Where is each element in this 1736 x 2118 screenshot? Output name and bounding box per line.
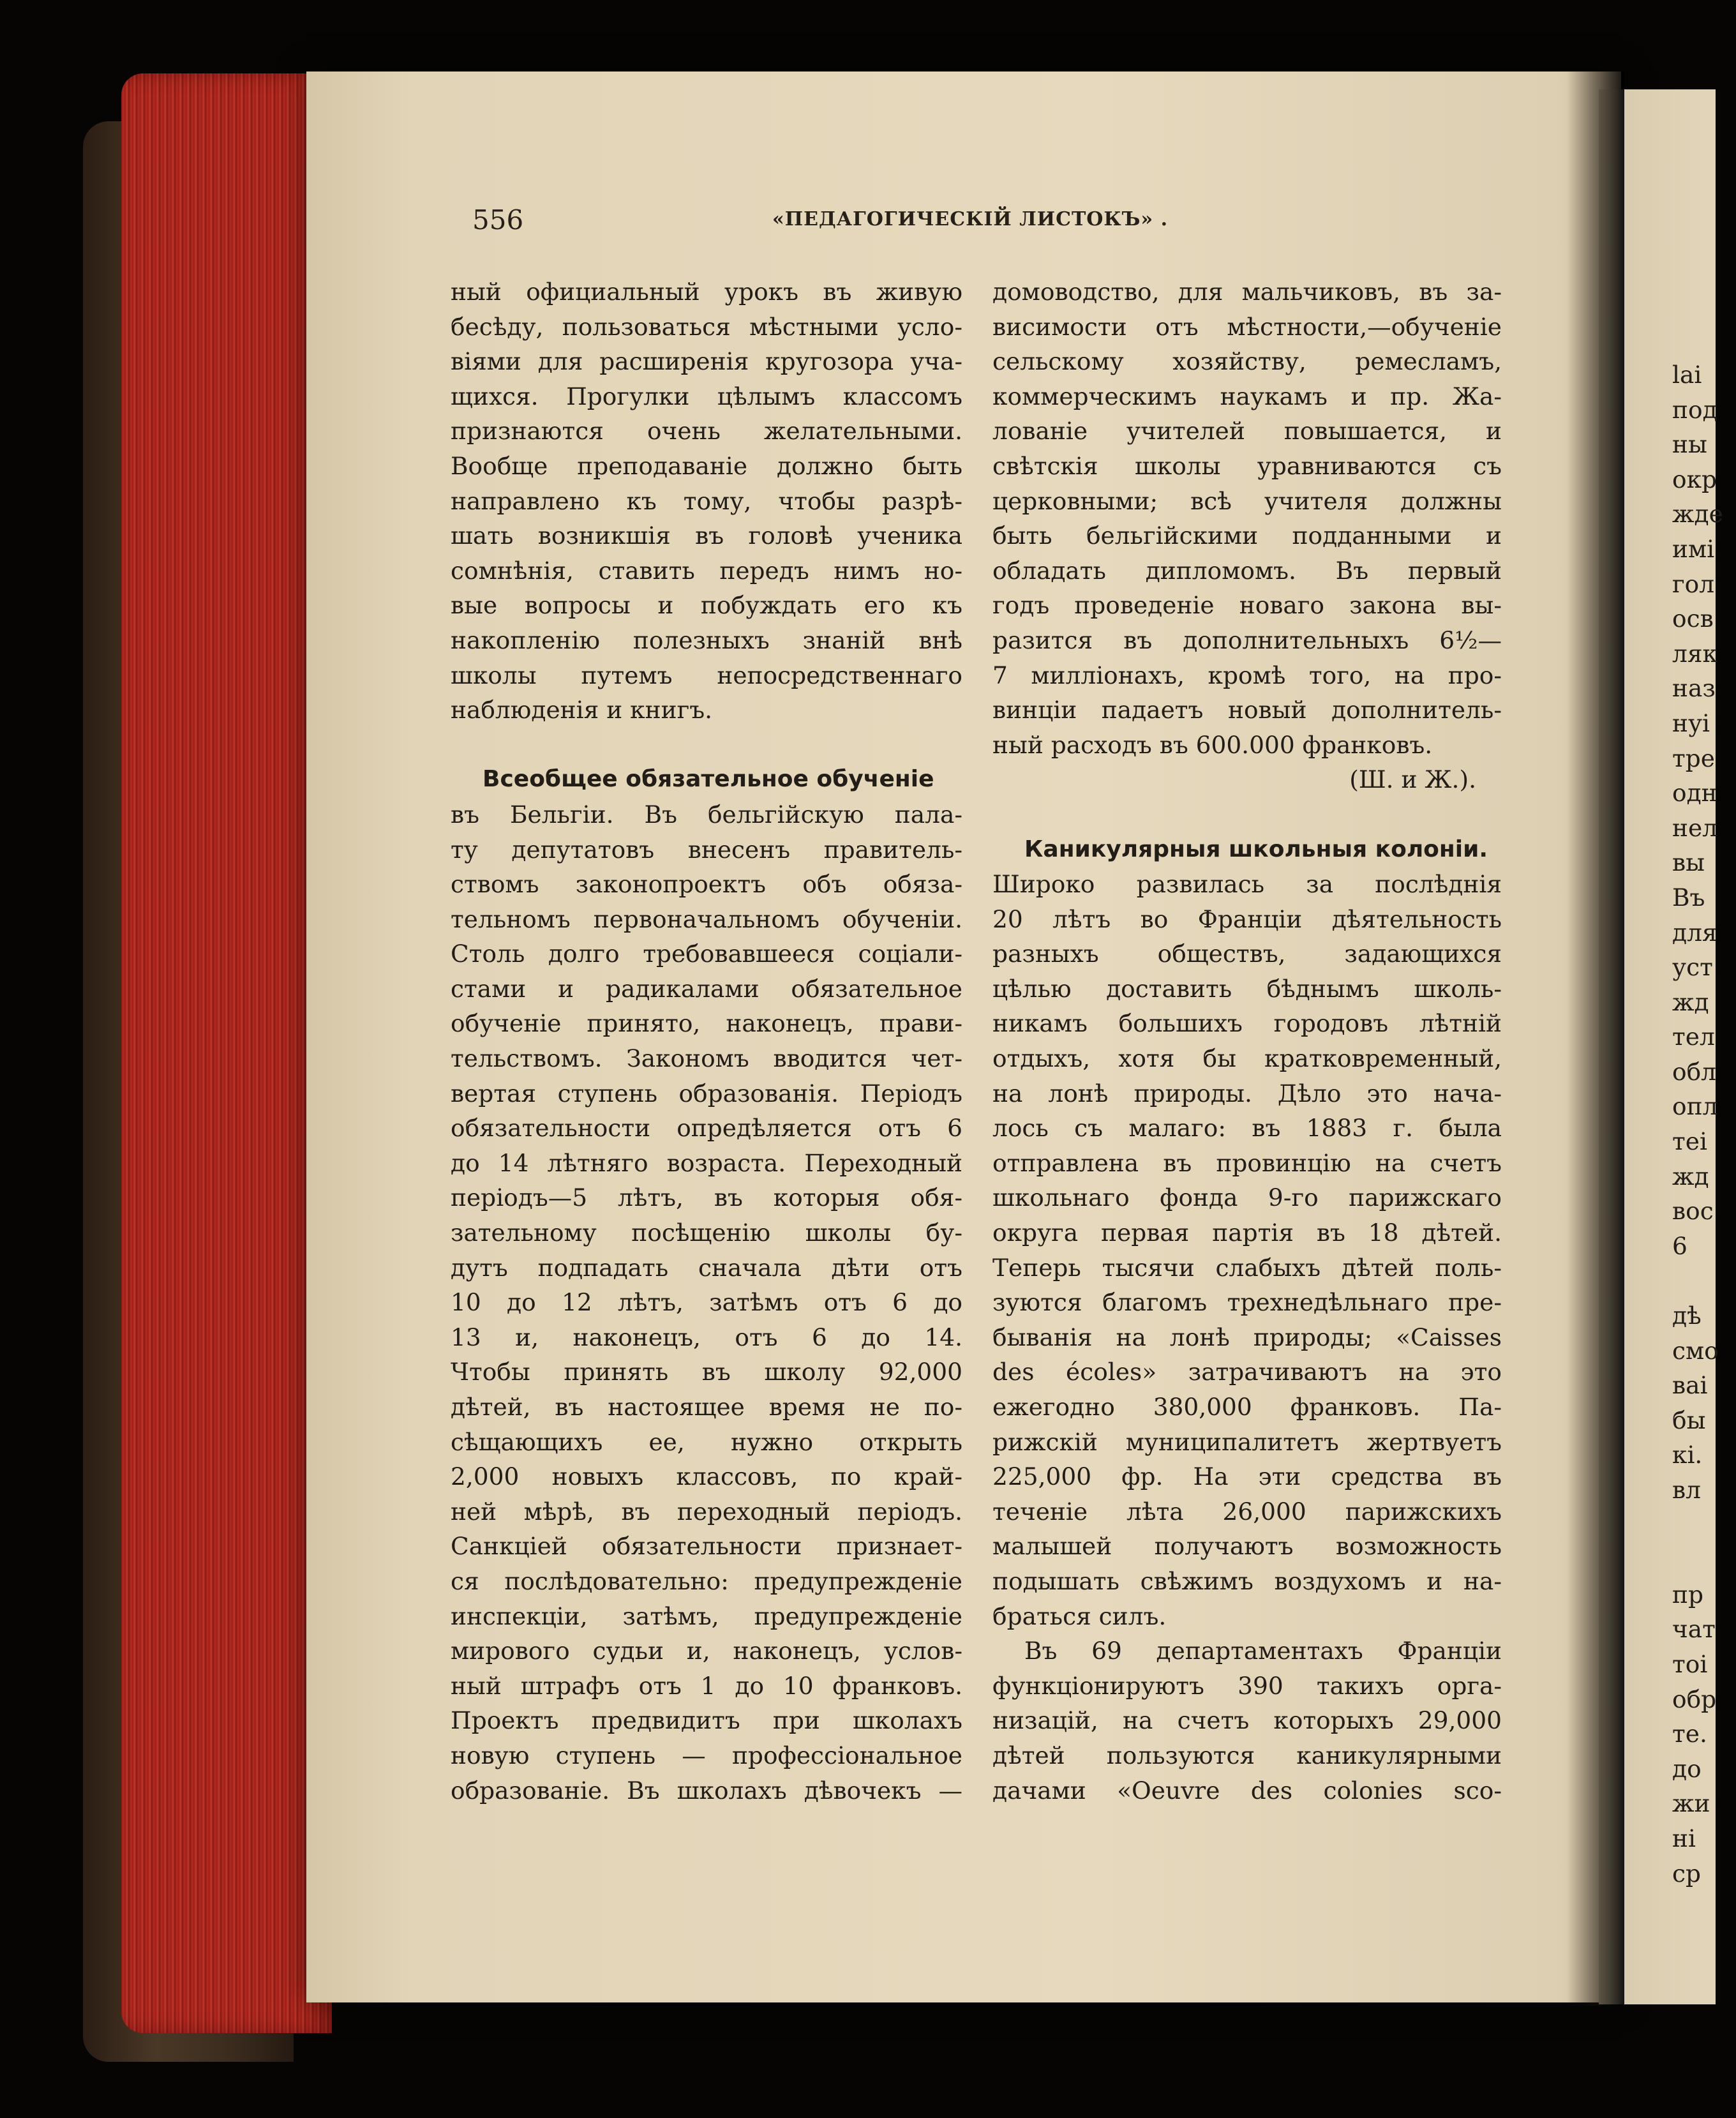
page-header bbox=[472, 204, 1493, 243]
facing-page-fragment: нуі bbox=[1672, 709, 1710, 737]
facing-page-fragment: до bbox=[1672, 1754, 1702, 1783]
text-line: разится въ дополнительныхъ 6½— bbox=[992, 626, 1502, 654]
text-line: висимости отъ мѣстности,—обученіе bbox=[992, 312, 1502, 341]
text-line: дѣтей пользуются каникулярными bbox=[992, 1741, 1502, 1769]
text-line: Теперь тысячи слабыхъ дѣтей поль- bbox=[992, 1253, 1502, 1282]
facing-page-fragment bbox=[1672, 1508, 1736, 1543]
facing-page-fragment: жд bbox=[1672, 1162, 1709, 1190]
text-line: домоводство, для мальчиковъ, въ за- bbox=[992, 278, 1502, 306]
text-line: дутъ подпадать сначала дѣти отъ bbox=[451, 1253, 962, 1282]
facing-page-fragment: те. bbox=[1672, 1720, 1707, 1748]
text-line: обязательности опредѣляется отъ 6 bbox=[451, 1114, 962, 1143]
text-line: обученіе принято, наконецъ, прави- bbox=[451, 1009, 962, 1038]
text-line: коммерческимъ наукамъ и пр. Жа- bbox=[992, 382, 1502, 410]
text-line: на лонѣ природы. Дѣло это нача- bbox=[992, 1079, 1502, 1108]
facing-page-fragment: смо bbox=[1672, 1336, 1719, 1365]
text-line: ежегодно 380,000 франковъ. Па- bbox=[992, 1393, 1502, 1421]
facing-page-fragment: теі bbox=[1672, 1127, 1707, 1156]
text-line: разныхъ обществъ, задающихся bbox=[992, 940, 1502, 968]
text-line: Столь долго требовавшееся соціали- bbox=[451, 940, 962, 968]
facing-page-fragment: чат bbox=[1672, 1615, 1716, 1644]
facing-page-fragment: наз bbox=[1672, 674, 1716, 703]
text-line: школьнаго фонда 9-го парижскаго bbox=[992, 1183, 1502, 1212]
text-line: рижскій муниципалитетъ жертвуетъ bbox=[992, 1427, 1502, 1456]
text-line: свѣтскія школы уравниваются съ bbox=[992, 451, 1502, 480]
text-line: теченіе лѣта 26,000 парижскихъ bbox=[992, 1497, 1502, 1526]
text-line: 13 и, наконецъ, отъ 6 до 14. bbox=[451, 1323, 962, 1351]
text-line: зательному посѣщенію школы бу- bbox=[451, 1219, 962, 1247]
red-page-edges bbox=[121, 73, 332, 2033]
text-column-left bbox=[451, 274, 962, 1889]
facing-page-fragment: гол bbox=[1672, 569, 1715, 598]
text-line: 7 милліонахъ, кромѣ того, на про- bbox=[992, 661, 1502, 689]
facing-page-fragment: тоі bbox=[1672, 1649, 1708, 1678]
section-heading: Каникулярныя школьныя колоніи. bbox=[1024, 836, 1488, 862]
text-line: обладать дипломомъ. Въ первый bbox=[992, 556, 1502, 585]
facing-page-fragment: осв bbox=[1672, 605, 1714, 633]
text-line: бесѣду, пользоваться мѣстными усло- bbox=[451, 312, 962, 341]
text-line: Въ 69 департаментахъ Франціи bbox=[1024, 1637, 1502, 1665]
facing-page-fragment: 6 bbox=[1672, 1231, 1687, 1260]
facing-page-fragment: для bbox=[1672, 918, 1717, 947]
text-line: ней мѣрѣ, въ переходный періодъ. bbox=[451, 1497, 962, 1526]
text-line: дачами «Oeuvre des colonies sco- bbox=[992, 1776, 1502, 1805]
text-line: (Ш. и Ж.). bbox=[1349, 765, 1476, 794]
text-line: быть бельгійскими подданными и bbox=[992, 522, 1502, 550]
text-line: въ Бельгіи. Въ бельгійскую пала- bbox=[451, 800, 962, 829]
facing-page-fragment: кі. bbox=[1672, 1441, 1703, 1469]
text-line: церковными; всѣ учителя должны bbox=[992, 486, 1502, 515]
facing-page-fragment: опл bbox=[1672, 1092, 1718, 1121]
text-line: шать возникшія въ головѣ ученика bbox=[451, 522, 962, 550]
text-line: низацій, на счетъ которыхъ 29,000 bbox=[992, 1706, 1502, 1735]
text-line: Санкціей обязательности признает- bbox=[451, 1532, 962, 1561]
text-line: сѣщающихъ ее, нужно открыть bbox=[451, 1427, 962, 1456]
text-line: вертая ступень образованія. Періодъ bbox=[451, 1079, 962, 1108]
text-line: лось съ малаго: въ 1883 г. была bbox=[992, 1114, 1502, 1143]
text-line: малышей получаютъ возможность bbox=[992, 1532, 1502, 1561]
text-line: быванія на лонѣ природы; «Caisses bbox=[992, 1323, 1502, 1351]
facing-page-fragment: жи bbox=[1672, 1789, 1710, 1818]
text-line: отправлена въ провинцію на счетъ bbox=[992, 1148, 1502, 1177]
facing-page-fragment: lai bbox=[1672, 361, 1702, 389]
facing-page-fragment: ср bbox=[1672, 1859, 1702, 1888]
text-line: подышать свѣжимъ воздухомъ и на- bbox=[992, 1566, 1502, 1595]
facing-page-fragment: одн bbox=[1672, 779, 1717, 807]
text-line: 20 лѣтъ во Франціи дѣятельность bbox=[992, 905, 1502, 933]
facing-page-fragment: тел bbox=[1672, 1023, 1715, 1051]
text-line: зуются благомъ трехнедѣльнаго пре- bbox=[992, 1288, 1502, 1317]
text-column-middle bbox=[992, 274, 1502, 1889]
facing-page-fragment: ляк bbox=[1672, 639, 1717, 668]
facing-page-fragment: тре bbox=[1672, 744, 1715, 772]
facing-page-fragment: имі bbox=[1672, 534, 1715, 563]
text-line: тельствомъ. Закономъ вводится чет- bbox=[451, 1044, 962, 1073]
text-line: новую ступень — профессіональное bbox=[451, 1741, 962, 1769]
text-line: цѣлью доставить бѣднымъ школь- bbox=[992, 974, 1502, 1003]
facing-page-fragment: жде bbox=[1672, 500, 1723, 529]
text-line: инспекціи, затѣмъ, предупрежденіе bbox=[451, 1602, 962, 1630]
text-line: округа первая партія въ 18 дѣтей. bbox=[992, 1219, 1502, 1247]
facing-page-fragment: дѣ bbox=[1672, 1302, 1702, 1330]
text-line: школы путемъ непосредственнаго bbox=[451, 661, 962, 689]
text-line: направлено къ тому, чтобы разрѣ- bbox=[451, 486, 962, 515]
facing-page-fragment: нел bbox=[1672, 813, 1718, 842]
text-line: функціонируютъ 390 такихъ орга- bbox=[992, 1671, 1502, 1700]
text-line: періодъ—5 лѣтъ, въ которыя обя- bbox=[451, 1183, 962, 1212]
text-line: ный расходъ въ 600.000 франковъ. bbox=[992, 730, 1433, 759]
facing-page-fragment: ні bbox=[1672, 1824, 1696, 1852]
text-line: Широко развилась за послѣднія bbox=[992, 870, 1502, 899]
text-line: никамъ большихъ городовъ лѣтній bbox=[992, 1009, 1502, 1038]
text-line: щихся. Прогулки цѣлымъ классомъ bbox=[451, 382, 962, 410]
text-line: мирового судьи и, наконецъ, услов- bbox=[451, 1637, 962, 1665]
facing-page-fragment: обл bbox=[1672, 1057, 1716, 1086]
text-line: вые вопросы и побуждать его къ bbox=[451, 591, 962, 620]
facing-page-fragment: вл bbox=[1672, 1476, 1701, 1504]
text-line: Чтобы принять въ школу 92,000 bbox=[451, 1358, 962, 1386]
facing-page-fragment: ваі bbox=[1672, 1371, 1708, 1400]
text-line: ный штрафъ отъ 1 до 10 франковъ. bbox=[451, 1671, 962, 1700]
facing-page-fragment: уст bbox=[1672, 953, 1713, 982]
text-line: ный официальный урокъ въ живую bbox=[451, 278, 962, 306]
text-line: браться силъ. bbox=[992, 1602, 1167, 1630]
text-line: наблюденія и книгъ. bbox=[451, 696, 713, 725]
text-line: винціи падаетъ новый дополнитель- bbox=[992, 696, 1502, 725]
facing-page-text-fragments bbox=[1672, 357, 1736, 1891]
text-line: отдыхъ, хотя бы кратковременный, bbox=[992, 1044, 1502, 1073]
facing-page-fragment bbox=[1672, 1542, 1736, 1577]
facing-page-fragment: пр bbox=[1672, 1580, 1703, 1609]
facing-page-fragment: окр bbox=[1672, 465, 1717, 493]
gutter-shadow bbox=[1567, 71, 1624, 2006]
text-line: годъ проведеніе новаго закона вы- bbox=[992, 591, 1502, 620]
text-line: 225,000 фр. На эти средства въ bbox=[992, 1462, 1502, 1491]
facing-page-fragment: Въ bbox=[1672, 883, 1705, 912]
section-heading: Всеобщее обязательное обученіе bbox=[483, 766, 934, 793]
text-line: 10 до 12 лѣтъ, затѣмъ отъ 6 до bbox=[451, 1288, 962, 1317]
text-line: сельскому хозяйству, ремесламъ, bbox=[992, 347, 1502, 376]
running-head: «ПЕДАГОГИЧЕСКІЙ ЛИСТОКЪ» . bbox=[772, 208, 1169, 230]
text-line: ствомъ законопроектъ объ обяза- bbox=[451, 870, 962, 899]
text-line: ту депутатовъ внесенъ правитель- bbox=[451, 835, 962, 864]
facing-page-fragment: жд bbox=[1672, 988, 1709, 1016]
text-line: Проектъ предвидитъ при школахъ bbox=[451, 1706, 962, 1735]
paragraph-gap bbox=[992, 797, 1502, 832]
facing-page-fragment: бы bbox=[1672, 1406, 1706, 1434]
text-line: тельномъ первоначальномъ обученіи. bbox=[451, 905, 962, 933]
text-line: накопленію полезныхъ знаній внѣ bbox=[451, 626, 962, 654]
paragraph-gap bbox=[451, 728, 962, 763]
text-line: признаются очень желательными. bbox=[451, 417, 962, 446]
facing-page-fragment: обр bbox=[1672, 1685, 1717, 1713]
text-line: лованіе учителей повышается, и bbox=[992, 417, 1502, 446]
facing-page-fragment bbox=[1672, 1263, 1736, 1298]
text-line: до 14 лѣтняго возраста. Переходный bbox=[451, 1148, 962, 1177]
facing-page-fragment: под bbox=[1672, 395, 1717, 424]
facing-page-fragment: вос bbox=[1672, 1197, 1714, 1226]
facing-page-fragment: вы bbox=[1672, 848, 1705, 877]
text-line: образованіе. Въ школахъ дѣвочекъ — bbox=[451, 1776, 962, 1805]
text-line: стами и радикалами обязательное bbox=[451, 974, 962, 1003]
text-line: 2,000 новыхъ классовъ, по край- bbox=[451, 1462, 962, 1491]
text-line: des écoles» затрачиваютъ на это bbox=[992, 1358, 1502, 1386]
page-number: 556 bbox=[472, 204, 524, 236]
text-line: сомнѣнія, ставить передъ нимъ но- bbox=[451, 556, 962, 585]
text-line: віями для расширенія кругозора уча- bbox=[451, 347, 962, 376]
text-line: Вообще преподаваніе должно быть bbox=[451, 451, 962, 480]
facing-page-fragment: ны bbox=[1672, 430, 1707, 459]
text-line: ся послѣдовательно: предупрежденіе bbox=[451, 1566, 962, 1595]
text-line: дѣтей, въ настоящее время не по- bbox=[451, 1393, 962, 1421]
